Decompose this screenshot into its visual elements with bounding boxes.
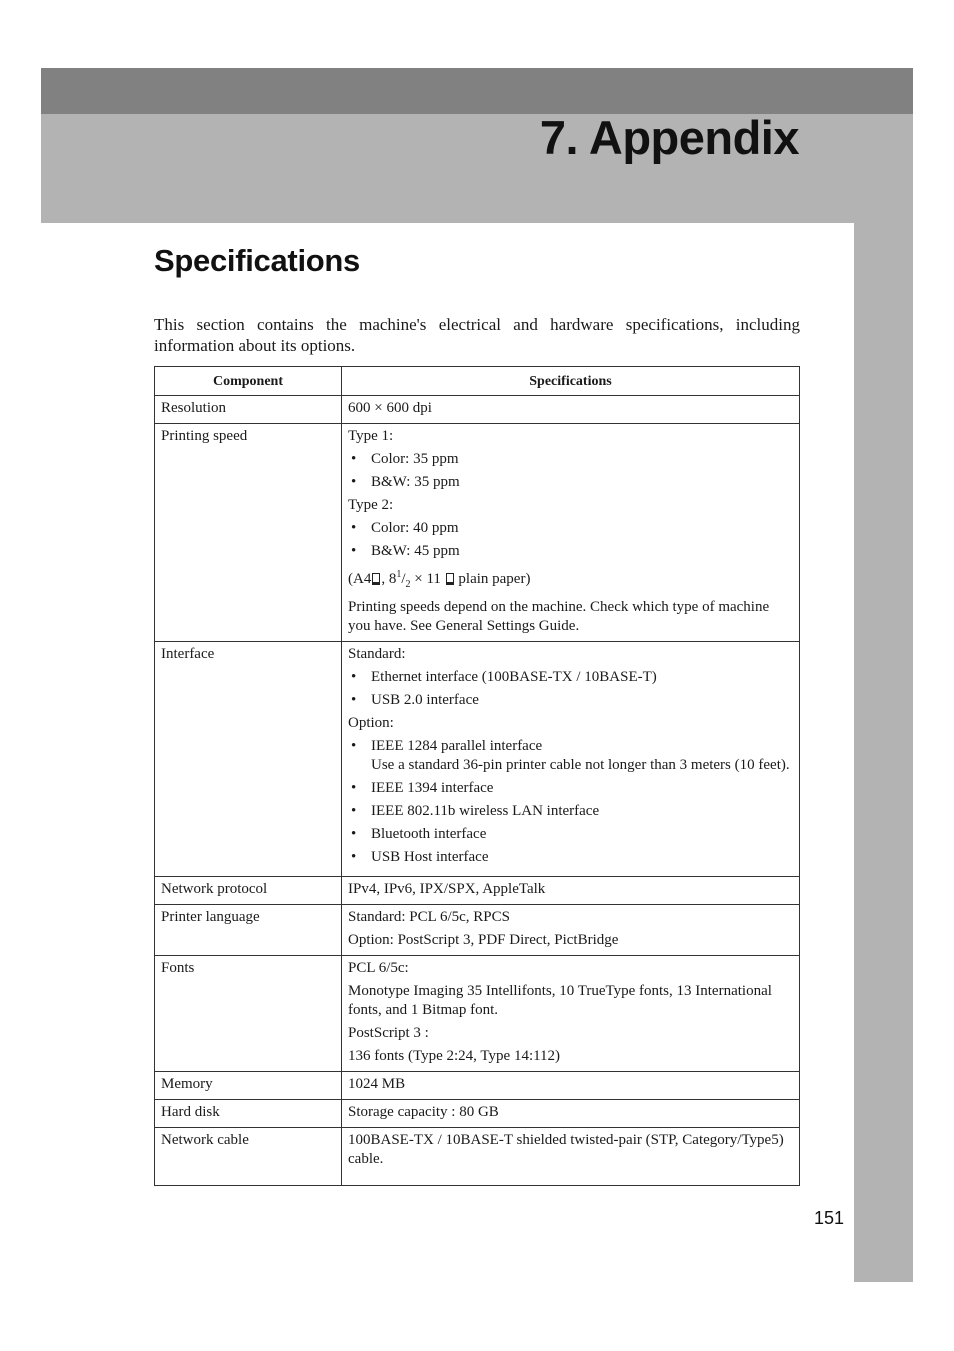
- spec-value: 1024 MB: [342, 1072, 800, 1100]
- ps-fonts: 136 fonts (Type 2:24, Type 14:112): [348, 1048, 561, 1064]
- paper-sup: 1: [396, 569, 402, 580]
- chapter-band-top: [41, 68, 913, 114]
- table-row-hard-disk: [155, 1100, 800, 1128]
- spec-value: [342, 905, 800, 956]
- list-item: • IEEE 802.11b wireless LAN interface: [348, 802, 793, 821]
- paper-sub: 2: [405, 579, 411, 590]
- intro-paragraph: This section contains the machine's electrical and hardware specifications, including information about its options.: [154, 315, 800, 355]
- list-item: • Color: 40 ppm: [348, 519, 793, 538]
- ps-heading: PostScript 3 :: [348, 1025, 429, 1041]
- table-row-interface: [155, 642, 800, 877]
- spec-value: IPv4, IPv6, IPX/SPX, AppleTalk: [342, 877, 800, 905]
- paper-slash: /: [401, 571, 406, 587]
- table-header-row: [155, 367, 800, 396]
- pcl-fonts: Monotype Imaging 35 Intellifonts, 10 TrueType fonts, 13 International fonts, and 1 Bitmap font.: [348, 983, 772, 1018]
- spec-value: Storage capacity : 80 GB: [342, 1100, 800, 1128]
- list-item: • USB Host interface: [348, 848, 793, 867]
- table-row-memory: [155, 1072, 800, 1100]
- component-label: Printer language: [155, 905, 342, 956]
- type2-heading: Type 2:: [348, 497, 394, 513]
- table-row-fonts: [155, 956, 800, 1072]
- pcl-heading: PCL 6/5c:: [348, 960, 409, 976]
- list-item: • Color: 35 ppm: [348, 450, 793, 469]
- option-list: [348, 737, 793, 867]
- spec-value: [342, 424, 800, 642]
- component-label: Memory: [155, 1072, 342, 1100]
- specifications-table: [154, 366, 800, 1186]
- table-row-printer-language: [155, 905, 800, 956]
- component-label: Resolution: [155, 396, 342, 424]
- paper-sep: , 8: [381, 571, 397, 587]
- list-item: • IEEE 1394 interface: [348, 779, 793, 798]
- list-item: • Ethernet interface (100BASE-TX / 10BASE-T): [348, 668, 793, 687]
- type1-heading: Type 1:: [348, 428, 394, 444]
- table-row-resolution: [155, 396, 800, 424]
- spec-value: [342, 956, 800, 1072]
- chapter-title: 7. Appendix: [539, 111, 799, 164]
- table-row-network-protocol: [155, 877, 800, 905]
- list-item: • Bluetooth interface: [348, 825, 793, 844]
- spec-value: [342, 642, 800, 877]
- component-label: Fonts: [155, 956, 342, 1072]
- spec-value: 100BASE-TX / 10BASE-T shielded twisted-pair (STP, Category/Type5) cable.: [342, 1128, 800, 1186]
- list-item: • B&W: 45 ppm: [348, 542, 793, 561]
- paper-orientation-icon: [446, 573, 454, 585]
- component-label: Network protocol: [155, 877, 342, 905]
- type1-list: [348, 450, 793, 492]
- header-specifications: Specifications: [342, 367, 800, 396]
- list-item: • B&W: 35 ppm: [348, 473, 793, 492]
- component-label: Hard disk: [155, 1100, 342, 1128]
- page-number: 151: [814, 1208, 845, 1228]
- paper-suffix: plain paper): [454, 571, 531, 587]
- header-component: Component: [155, 367, 342, 396]
- standard-list: [348, 668, 793, 710]
- component-label: Network cable: [155, 1128, 342, 1186]
- component-label: Interface: [155, 642, 342, 877]
- option-item-label: IEEE 1284 parallel interface: [371, 738, 543, 754]
- component-label: Printing speed: [155, 424, 342, 642]
- table-row-printing-speed: [155, 424, 800, 642]
- option-heading: Option:: [348, 715, 394, 731]
- paper-times: × 11: [410, 571, 445, 587]
- table-row-network-cable: [155, 1128, 800, 1186]
- section-title: Specifications: [154, 243, 360, 278]
- paper-orientation-icon: [372, 573, 380, 585]
- list-item: • USB 2.0 interface: [348, 691, 793, 710]
- paper-prefix: (A4: [348, 571, 372, 587]
- language-standard: Standard: PCL 6/5c, RPCS: [348, 909, 510, 925]
- type2-list: [348, 519, 793, 561]
- standard-heading: Standard:: [348, 646, 406, 662]
- language-option: Option: PostScript 3, PDF Direct, PictBridge: [348, 932, 619, 948]
- paper-size-line: [348, 565, 793, 594]
- page-side-tab: [854, 223, 913, 1282]
- speed-note: Printing speeds depend on the machine. Check which type of machine you have. See General Settings Guide.: [348, 599, 770, 634]
- option-item-note: Use a standard 36-pin printer cable not longer than 3 meters (10 feet).: [371, 757, 790, 773]
- list-item: [348, 737, 793, 775]
- spec-value: 600 × 600 dpi: [342, 396, 800, 424]
